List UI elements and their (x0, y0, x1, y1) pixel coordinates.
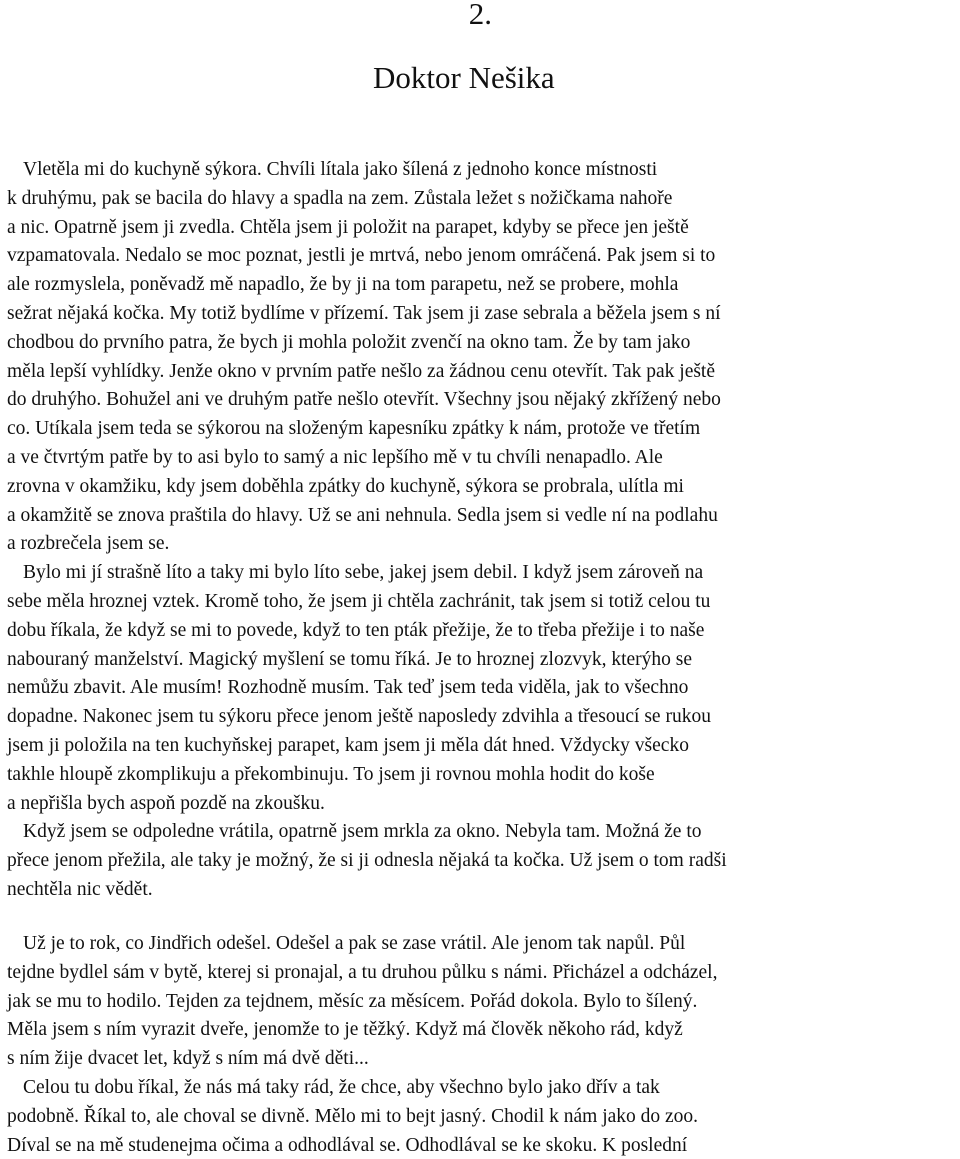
text-line: dobu říkala, že když se mi to povede, když to ten pták přežije, že to třeba přežije i to naše (7, 619, 705, 641)
text-line: nemůžu zbavit. Ale musím! Rozhodně musím. Tak teď jsem teda viděla, jak to všechno (7, 677, 689, 699)
text-line: a rozbrečela jsem se. (7, 533, 170, 555)
text-line: takhle hloupě zkomplikuju a překombinuju. To jsem ji rovnou mohla hodit do koše (7, 763, 655, 785)
chapter-number: 2. (468, 0, 492, 31)
text-line: s ním žije dvacet let, když s ním má dvě děti... (7, 1048, 369, 1070)
text-line: dopadne. Nakonec jsem tu sýkoru přece jenom ještě naposledy zdvihla a třesoucí se rukou (7, 706, 711, 728)
text-line: chodbou do prvního patra, že bych ji mohla položit zvenčí na okno tam. Že by tam jako (7, 331, 691, 353)
text-line: Celou tu dobu říkal, že nás má taky rád, že chce, aby všechno bylo jako dřív a tak (23, 1076, 660, 1098)
text-line: k druhýmu, pak se bacila do hlavy a spadla na zem. Zůstala ležet s nožičkama nahoře (7, 187, 673, 209)
text-line: a nepřišla bych aspoň pozdě na zkoušku. (7, 792, 325, 814)
text-line: přece jenom přežila, ale taky je možný, že si ji odnesla nějaká ta kočka. Už jsem o tom radši (7, 850, 727, 872)
text-line: a ve čtvrtým patře by to asi bylo to samý a nic lepšího mě v tu chvíli nenapadlo. Ale (7, 446, 663, 468)
text-line: co. Utíkala jsem teda se sýkorou na složeným kapesníku zpátky k nám, protože ve třetím (7, 418, 701, 440)
text-section-1 (7, 156, 957, 905)
text-line: tejdne bydlel sám v bytě, kterej si pronajal, a tu druhou půlku s námi. Přicházel a odcházel, (7, 961, 718, 983)
text-line: jak se mu to hodilo. Tejden za tejdnem, měsíc za měsícem. Pořád dokola. Bylo to šílený. (7, 990, 698, 1012)
chapter-title: Doktor Nešika (373, 60, 555, 95)
text-line: Když jsem se odpoledne vrátila, opatrně jsem mrkla za okno. Nebyla tam. Možná že to (23, 821, 702, 843)
text-line: podobně. Říkal to, ale choval se divně. Mělo mi to bejt jasný. Chodil k nám jako do zoo. (7, 1105, 699, 1127)
text-line: sebe měla hroznej vztek. Kromě toho, že jsem ji chtěla zachránit, tak jsem si totiž celou tu (7, 590, 711, 612)
text-line: sežrat nějaká kočka. My totiž bydlíme v přízemí. Tak jsem ji zase sebrala a běžela jsem s ní (7, 302, 721, 324)
text-line: nabouraný manželství. Magický myšlení se tomu říká. Je to hroznej zlozvyk, kterýho se (7, 648, 693, 670)
text-section-2 (7, 930, 957, 1159)
text-line: do druhýho. Bohužel ani ve druhým patře nešlo otevřít. Všechny jsou nějaký zkřížený nebo (7, 389, 721, 411)
text-line: jsem ji položila na ten kuchyňskej parapet, kam jsem ji měla dát hned. Vždycky všecko (7, 734, 689, 756)
text-line: Vletěla mi do kuchyně sýkora. Chvíli lítala jako šílená z jednoho konce místnosti (23, 159, 658, 180)
text-line: zrovna v okamžiku, kdy jsem doběhla zpátky do kuchyně, sýkora se probrala, ulítla mi (7, 475, 684, 497)
text-line: a nic. Opatrně jsem ji zvedla. Chtěla jsem ji položit na parapet, kdyby se přece jen ještě (7, 216, 689, 238)
text-line: Už je to rok, co Jindřich odešel. Odešel a pak se zase vrátil. Ale jenom tak napůl. Půl (23, 933, 686, 954)
text-line: vzpamatovala. Nedalo se moc poznat, jestli je mrtvá, nebo jenom omráčená. Pak jsem si to (7, 245, 716, 267)
text-line: Měla jsem s ním vyrazit dveře, jenomže to je těžký. Když má člověk někoho rád, když (7, 1019, 683, 1041)
text-line: Bylo mi jí strašně líto a taky mi bylo líto sebe, jakej jsem debil. I když jsem zároveň na (23, 562, 704, 584)
text-line: Díval se na mě studenejma očima a odhodlával se. Odhodlával se ke skoku. K poslední (7, 1134, 688, 1156)
text-line: měla lepší vyhlídky. Jenže okno v prvním patře nešlo za žádnou cenu otevřít. Tak pak ještě (7, 360, 716, 382)
text-line: ale rozmyslela, poněvadž mě napadlo, že by ji na tom parapetu, než se probere, mohla (7, 274, 679, 296)
text-line: nechtěla nic vědět. (7, 878, 153, 900)
text-line: a okamžitě se znova praštila do hlavy. Už se ani nehnula. Sedla jsem si vedle ní na podlahu (7, 504, 718, 526)
